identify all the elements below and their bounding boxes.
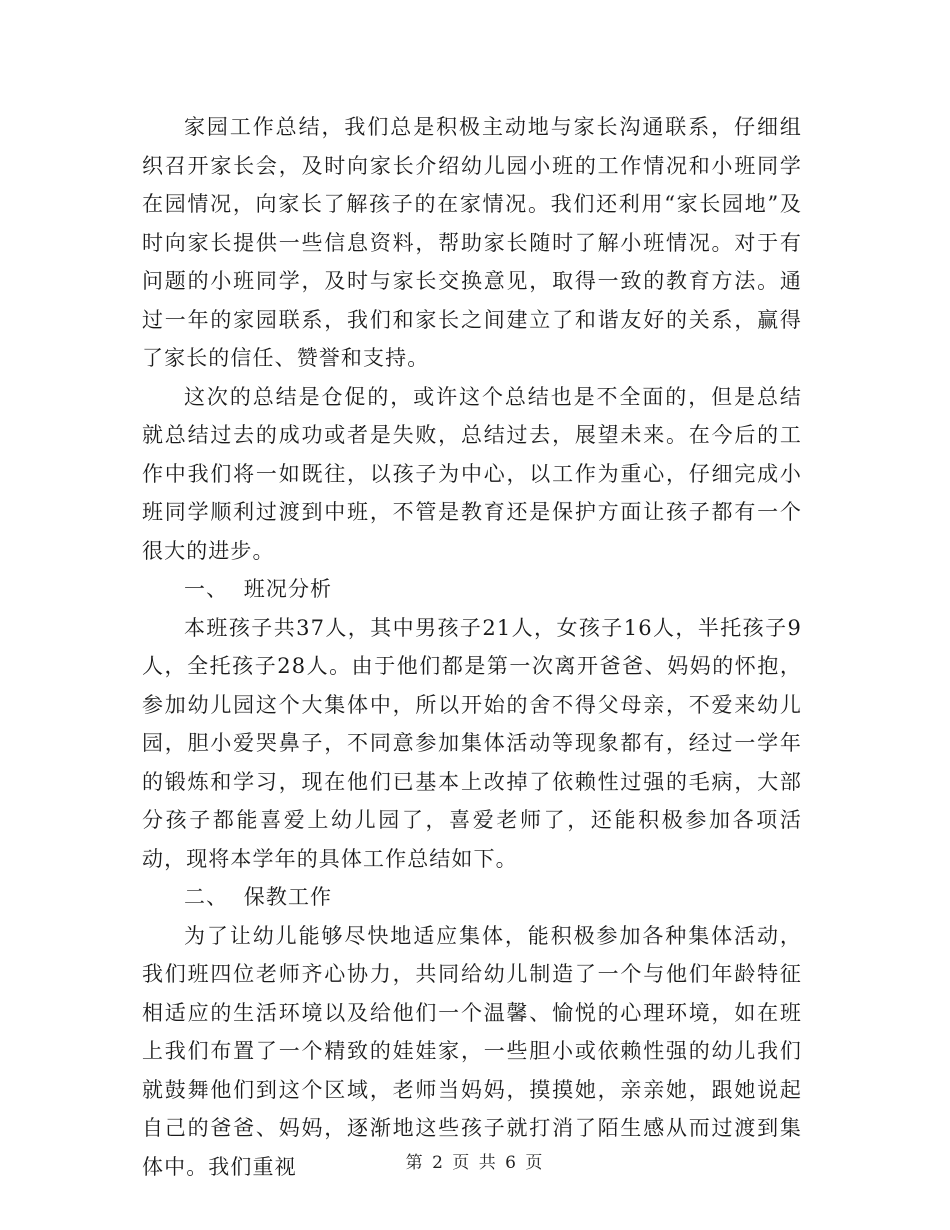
- paragraph-home-school: 家园工作总结，我们总是积极主动地与家长沟通联系，仔细组织召开家长会，及时向家长介绍幼儿园小班的工作情况和小班同学在园情况，向家长了解孩子的在家情况。我们还利用“家长园地”及时向家长提供一些信息资料，帮助家长随时了解小班情况。对于有问题的小班同学，及时与家长交换意见，取得一致的教育方法。通过一年的家园联系，我们和家长之间建立了和谐友好的关系，赢得了家长的信任、赞誉和支持。: [142, 115, 802, 370]
- page-number-footer: 第 2 页 共 6 页: [405, 1153, 545, 1173]
- document-body: [142, 108, 802, 1186]
- paragraph-summary-outlook: 这次的总结是仓促的，或许这个总结也是不全面的，但是总结就总结过去的成功或者是失败，总结过去，展望未来。在今后的工作中我们将一如既往，以孩子为中心，以工作为重心，仔细完成小班同学顺利过渡到中班，不管是教育还是保护方面让孩子都有一个很大的进步。: [142, 384, 802, 563]
- paragraph-class-analysis: 本班孩子共37人，其中男孩子21人，女孩子16人，半托孩子9人，全托孩子28人。由于他们都是第一次离开爸爸、妈妈的怀抱，参加幼儿园这个大集体中，所以开始的舍不得父母亲，不爱来幼儿园，胆小爱哭鼻子，不同意参加集体活动等现象都有，经过一学年的锻炼和学习，现在他们已基本上改掉了依赖性过强的毛病，大部分孩子都能喜爱上幼儿园了，喜爱老师了，还能积极参加各项活动，现将本学年的具体工作总结如下。: [142, 615, 802, 871]
- paragraph-care-education: 为了让幼儿能够尽快地适应集体，能积极参加各种集体活动，我们班四位老师齐心协力，共同给幼儿制造了一个与他们年龄特征相适应的生活环境以及给他们一个温馨、愉悦的心理环境，如在班上我们布置了一个精致的娃娃家，一些胆小或依赖性强的幼儿我们就鼓舞他们到这个区域，老师当妈妈，摸摸她，亲亲她，跟她说起自己的爸爸、妈妈，逐渐地这些孩子就打消了陌生感从而过渡到集体中。我们重视: [142, 923, 802, 1179]
- section-heading-care-education: 二、 保教工作: [184, 885, 333, 909]
- section-heading-class-analysis: 一、 班况分析: [184, 577, 333, 601]
